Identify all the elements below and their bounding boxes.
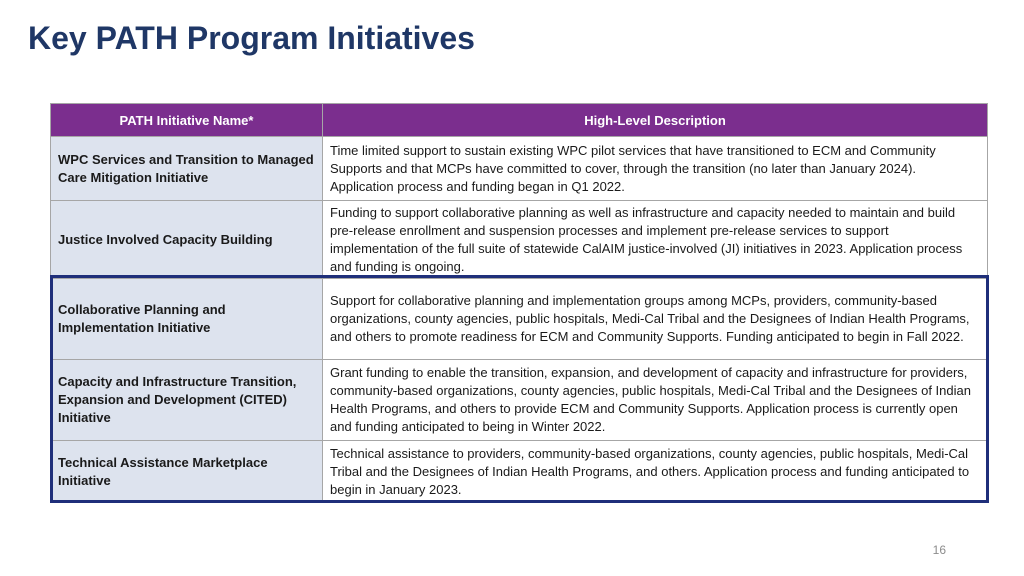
initiative-name-cell: Collaborative Planning and Implementation Initiative [51,279,323,360]
initiative-description-cell: Time limited support to sustain existing WPC pilot services that have transitioned to ECM and Community Supports and that MCPs have committed to cover, through the transition (no later than January 2024). Application process and funding began in Q1 2022. [323,137,988,201]
table-row [51,360,988,441]
page-number: 16 [932,543,946,557]
table-row [51,441,988,503]
table-row [51,201,988,279]
initiatives-table [50,103,988,503]
initiative-description-cell: Funding to support collaborative planning as well as infrastructure and capacity needed to maintain and build pre-release enrollment and suspension processes and implement pre-release services to support implementation of the full suite of statewide CalAIM justice-involved (JI) initiatives in 2023. Application process and funding is ongoing. [323,201,988,279]
page-title: Key PATH Program Initiatives [28,20,475,56]
initiative-description-cell: Technical assistance to providers, community-based organizations, county agencies, public hospitals, Medi-Cal Tribal and the Designees of Indian Health Programs, and others. Application process and funding anticipated to begin in January 2023. [323,441,988,503]
initiative-name-cell: Technical Assistance Marketplace Initiative [51,441,323,503]
initiative-name-cell: Capacity and Infrastructure Transition, Expansion and Development (CITED) Initiative [51,360,323,441]
initiatives-table-container [50,103,987,503]
initiative-description-cell: Support for collaborative planning and implementation groups among MCPs, providers, community-based organizations, county agencies, public hospitals, Medi-Cal Tribal and the Designees of Indian Health Programs, and others to promote readiness for ECM and Community Supports. Funding anticipated to begin in Fall 2022. [323,279,988,360]
table-row [51,279,988,360]
table-row [51,137,988,201]
initiative-name-cell: WPC Services and Transition to Managed Care Mitigation Initiative [51,137,323,201]
initiative-name-cell: Justice Involved Capacity Building [51,201,323,279]
table-header-row [51,104,988,137]
initiative-description-cell: Grant funding to enable the transition, expansion, and development of capacity and infrastructure for providers, community-based organizations, county agencies, public hospitals, Medi-Cal Tribal and the Designees of Indian Health Programs, and others to provide ECM and Community Supports. Application process is currently open and funding anticipated to being in Winter 2022. [323,360,988,441]
column-header-description: High-Level Description [323,104,988,137]
column-header-initiative-name: PATH Initiative Name* [51,104,323,137]
